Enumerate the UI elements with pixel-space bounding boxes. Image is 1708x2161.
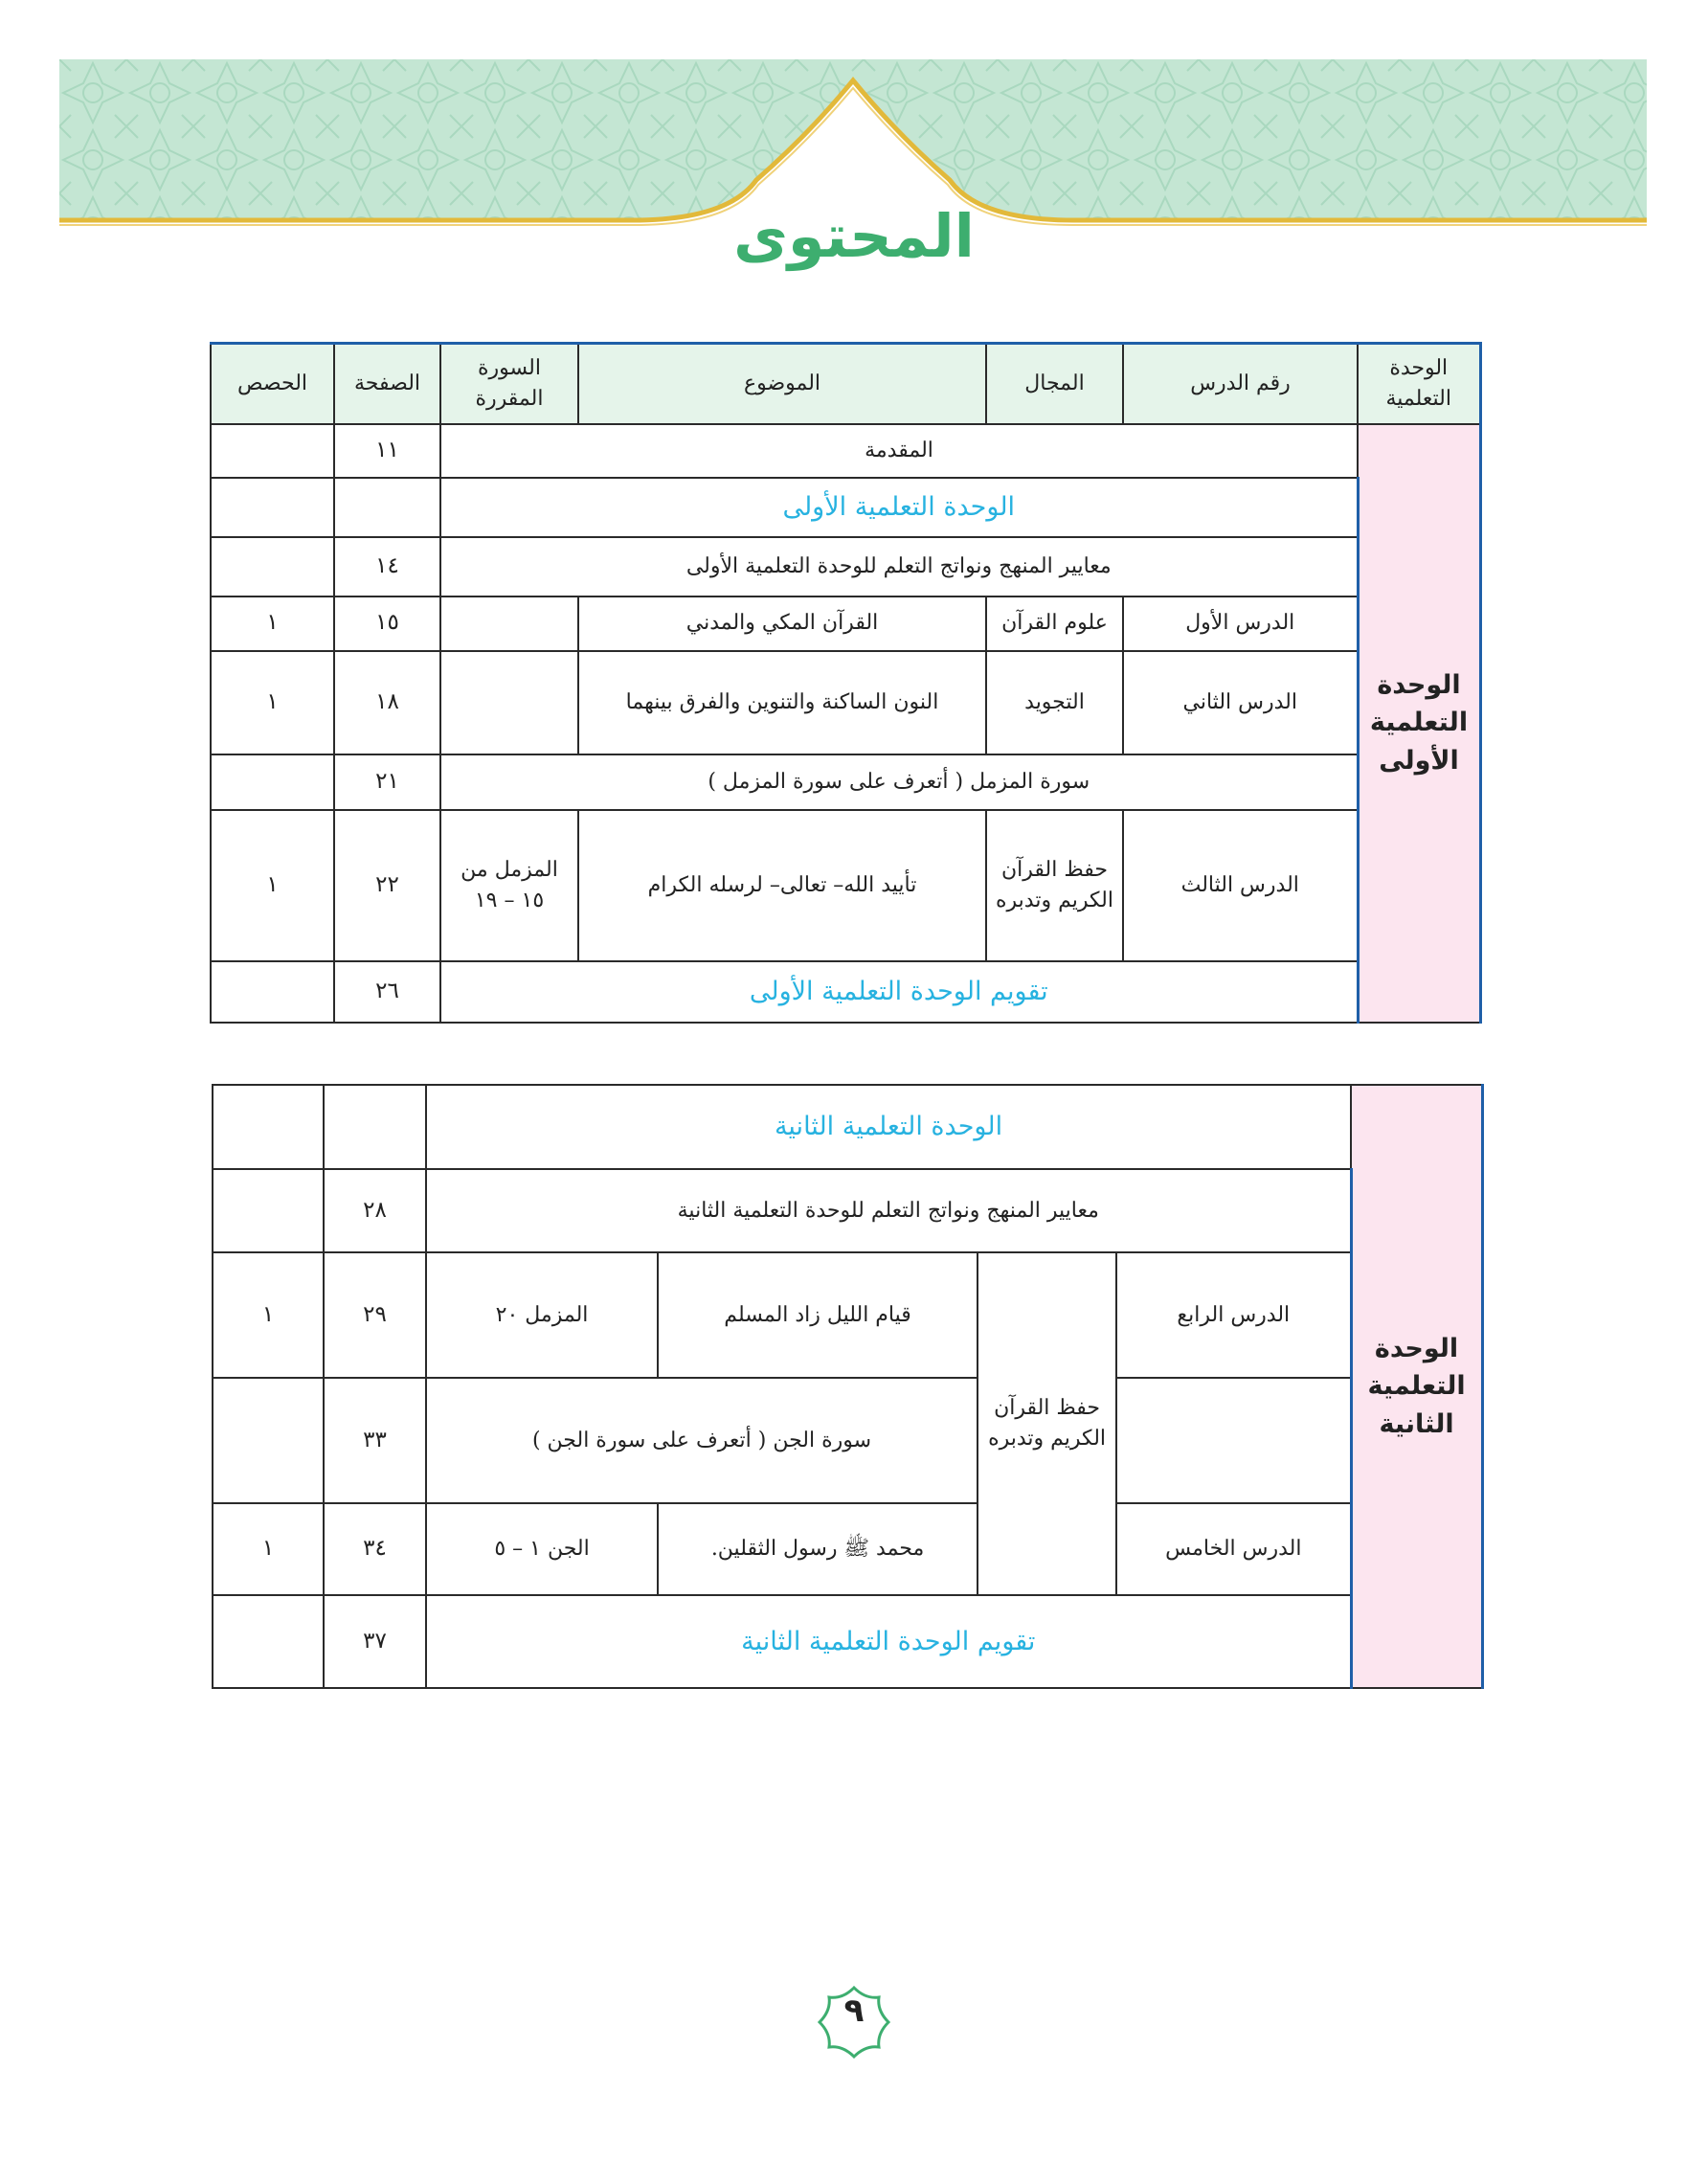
lesson4-name: الدرس الرابع bbox=[1116, 1252, 1351, 1378]
lesson2-name: الدرس الثاني bbox=[1123, 651, 1358, 754]
header-page: الصفحة bbox=[334, 344, 440, 424]
intro-page: ١١ bbox=[334, 424, 440, 478]
unit1-assessment: تقويم الوحدة التعلمية الأولى bbox=[440, 961, 1358, 1023]
table-row bbox=[211, 478, 1480, 537]
lesson5-page: ٣٤ bbox=[324, 1503, 426, 1595]
lesson4-surah: المزمل ٢٠ bbox=[426, 1252, 658, 1378]
unit1-standards-page: ١٤ bbox=[334, 537, 440, 597]
lesson4-periods: ١ bbox=[213, 1252, 324, 1378]
header-field: المجال bbox=[986, 344, 1123, 424]
page-cell bbox=[324, 1085, 426, 1169]
periods-cell bbox=[211, 537, 334, 597]
lesson2-topic: النون الساكنة والتنوين والفرق بينهما bbox=[578, 651, 986, 754]
lesson3-name: الدرس الثالث bbox=[1123, 810, 1358, 961]
unit2-table bbox=[212, 1084, 1484, 1689]
unit2-assessment-page: ٣٧ bbox=[324, 1595, 426, 1688]
unit2-field: حفظ القرآن الكريم وتدبره bbox=[978, 1252, 1116, 1595]
lesson1-surah bbox=[440, 597, 578, 651]
unit2-standards-page: ٢٨ bbox=[324, 1169, 426, 1252]
lesson4-topic: قيام الليل زاد المسلم bbox=[658, 1252, 978, 1378]
lesson2-field: التجويد bbox=[986, 651, 1123, 754]
periods-cell bbox=[213, 1085, 324, 1169]
lesson3-topic: تأييد الله– تعالى– لرسله الكرام bbox=[578, 810, 986, 961]
unit1-name: الوحدة التعلمية الأولى bbox=[1358, 424, 1480, 1023]
table-row bbox=[213, 1378, 1482, 1503]
page-number-badge bbox=[816, 1984, 892, 2060]
header-topic: الموضوع bbox=[578, 344, 986, 424]
lesson1-periods: ١ bbox=[211, 597, 334, 651]
table-row bbox=[211, 754, 1480, 810]
lesson5-periods: ١ bbox=[213, 1503, 324, 1595]
periods-cell bbox=[211, 424, 334, 478]
header-periods: الحصص bbox=[211, 344, 334, 424]
unit1-standards: معايير المنهج ونواتج التعلم للوحدة التعلمية الأولى bbox=[440, 537, 1358, 597]
table-row bbox=[211, 810, 1480, 961]
table-row bbox=[213, 1503, 1482, 1595]
lesson5-surah: الجن ١ – ٥ bbox=[426, 1503, 658, 1595]
page-title: المحتوى bbox=[733, 201, 975, 271]
periods-cell bbox=[211, 754, 334, 810]
table-row bbox=[213, 1169, 1482, 1252]
unit2-title-row: الوحدة التعلمية الثانية bbox=[426, 1085, 1351, 1169]
lesson4-page: ٢٩ bbox=[324, 1252, 426, 1378]
periods-cell bbox=[213, 1378, 324, 1503]
unit1-title-row: الوحدة التعلمية الأولى bbox=[440, 478, 1358, 537]
table-row bbox=[211, 651, 1480, 754]
lesson5-name: الدرس الخامس bbox=[1116, 1503, 1351, 1595]
periods-cell bbox=[213, 1595, 324, 1688]
unit2-name: الوحدة التعلمية الثانية bbox=[1351, 1085, 1482, 1688]
table-row bbox=[213, 1595, 1482, 1688]
table-row bbox=[211, 597, 1480, 651]
surah-jinn-intro-page: ٣٣ bbox=[324, 1378, 426, 1503]
lesson5-topic: محمد ﷺ رسول الثقلين. bbox=[658, 1503, 978, 1595]
periods-cell bbox=[211, 478, 334, 537]
table-row bbox=[213, 1252, 1482, 1378]
header-lesson-number: رقم الدرس bbox=[1123, 344, 1358, 424]
unit2-assessment: تقويم الوحدة التعلمية الثانية bbox=[426, 1595, 1351, 1688]
lesson1-page: ١٥ bbox=[334, 597, 440, 651]
lesson1-name: الدرس الأول bbox=[1123, 597, 1358, 651]
table-row bbox=[211, 537, 1480, 597]
table-row bbox=[211, 961, 1480, 1023]
lesson3-surah: المزمل من ١٥ – ١٩ bbox=[440, 810, 578, 961]
unit2-standards: معايير المنهج ونواتج التعلم للوحدة التعلمية الثانية bbox=[426, 1169, 1351, 1252]
header-surah: السورة المقررة bbox=[440, 344, 578, 424]
page-number: ٩ bbox=[843, 1992, 865, 2030]
lesson-cell bbox=[1116, 1378, 1351, 1503]
table-row bbox=[213, 1085, 1482, 1169]
header-row bbox=[211, 344, 1480, 424]
lesson2-surah bbox=[440, 651, 578, 754]
lesson2-page: ١٨ bbox=[334, 651, 440, 754]
lesson1-field: علوم القرآن bbox=[986, 597, 1123, 651]
lesson2-periods: ١ bbox=[211, 651, 334, 754]
lesson3-field: حفظ القرآن الكريم وتدبره bbox=[986, 810, 1123, 961]
surah-muzzammil-intro-page: ٢١ bbox=[334, 754, 440, 810]
surah-jinn-intro: سورة الجن ( أتعرف على سورة الجن ) bbox=[426, 1378, 978, 1503]
lesson3-page: ٢٢ bbox=[334, 810, 440, 961]
page-cell bbox=[334, 478, 440, 537]
table-row bbox=[211, 424, 1480, 478]
lesson3-periods: ١ bbox=[211, 810, 334, 961]
header-unit: الوحدة التعلمية bbox=[1358, 344, 1480, 424]
periods-cell bbox=[213, 1169, 324, 1252]
unit1-assessment-page: ٢٦ bbox=[334, 961, 440, 1023]
surah-muzzammil-intro: سورة المزمل ( أتعرف على سورة المزمل ) bbox=[440, 754, 1358, 810]
lesson1-topic: القرآن المكي والمدني bbox=[578, 597, 986, 651]
periods-cell bbox=[211, 961, 334, 1023]
intro-label: المقدمة bbox=[440, 424, 1358, 478]
unit1-table bbox=[210, 342, 1482, 1024]
